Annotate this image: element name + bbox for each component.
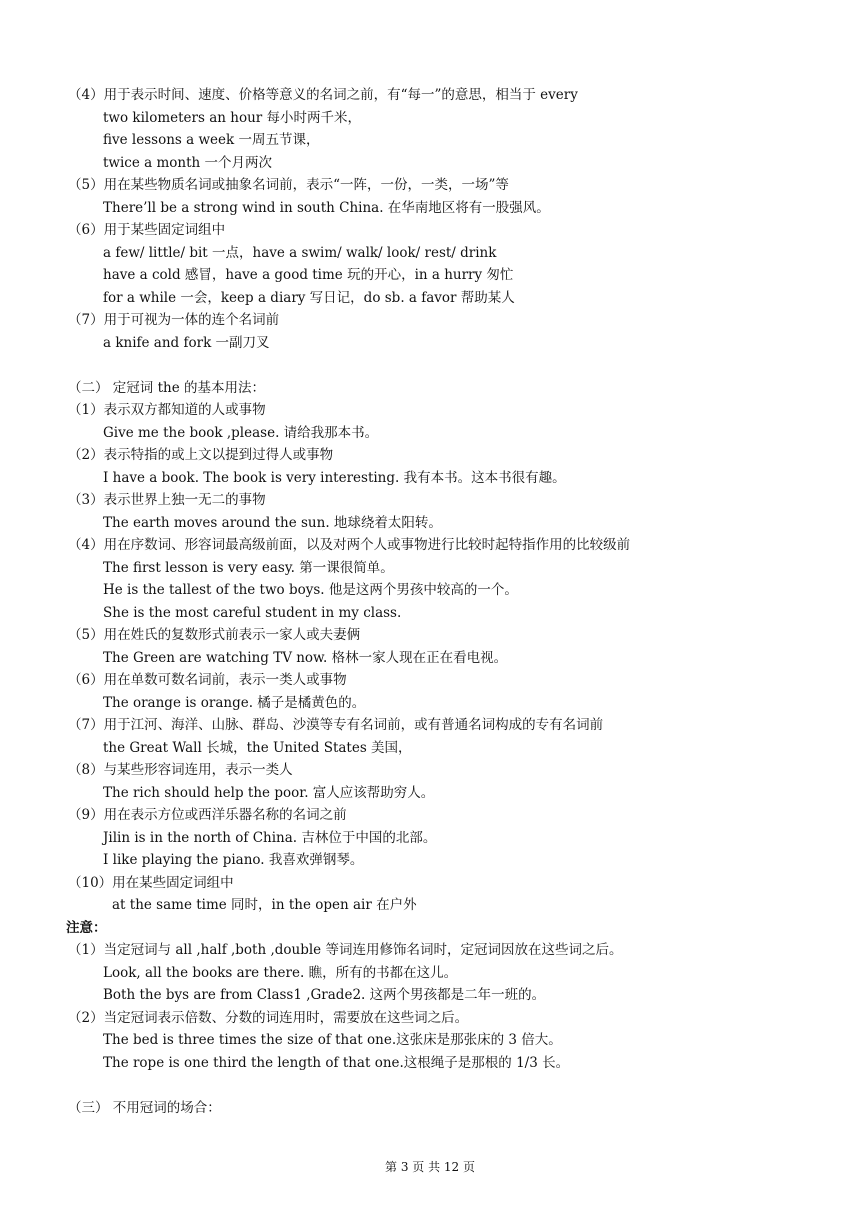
example-line: for a while 一会，keep a diary 写日记，do sb. a favor 帮助某人 [103, 289, 515, 306]
example-line: I have a book. The book is very interesting. 我有本书。这本书很有趣。 [103, 469, 566, 486]
example-line: There’ll be a strong wind in south China. 在华南地区将有一股强风。 [103, 199, 550, 216]
example-line: The orange is orange. 橘子是橘黄色的。 [103, 694, 366, 711]
example-line: a knife and fork 一副刀叉 [103, 334, 270, 351]
example-line: five lessons a week 一周五节课， [103, 132, 320, 148]
section-title: （二） 定冠词 the 的基本用法： [68, 379, 265, 396]
example-line: Jilin is in the north of China. 吉林位于中国的北部。 [103, 829, 437, 846]
rule-heading: （5）用在姓氏的复数形式前表示一家人或夫妻俩 [68, 627, 361, 643]
rule-heading: （4）用于表示时间、速度、价格等意义的名词之前，有“每一”的意思，相当于 every [68, 87, 578, 103]
example-line: He is the tallest of the two boys. 他是这两个男孩中较高的一个。 [103, 582, 518, 598]
example-line: Both the bys are from Class1 ,Grade2. 这两个男孩都是二年一班的。 [103, 987, 546, 1003]
example-line: at the same time 同时，in the open air 在户外 [112, 897, 417, 913]
example-line: Look, all the books are there. 瞧，所有的书都在这儿。 [103, 964, 458, 981]
rule-heading: （4）用在序数词、形容词最高级前面，以及对两个人或事物进行比较时起特指作用的比较级前 [68, 537, 631, 553]
example-line: The earth moves around the sun. 地球绕着太阳转。 [103, 514, 442, 531]
page-footer: 第 3 页 共 12 页 [385, 1160, 475, 1174]
example-line: The rope is one third the length of that one.这根绳子是那根的 1/3 长。 [103, 1054, 570, 1071]
rule-heading: （1）表示双方都知道的人或事物 [68, 402, 266, 418]
example-line: two kilometers an hour 每小时两千米， [103, 109, 362, 126]
rule-heading: （9）用在表示方位或西洋乐器名称的名词之前 [68, 807, 347, 823]
example-line: The bed is three times the size of that one.这张床是那张床的 3 倍大。 [103, 1032, 562, 1048]
rule-heading: （7）用于可视为一体的连个名词前 [68, 312, 280, 328]
spacer [66, 354, 826, 377]
page-content [66, 84, 826, 1119]
example-line: She is the most careful student in my class. [103, 604, 402, 621]
rule-heading: （10）用在某些固定词组中 [68, 874, 234, 891]
rule-heading: （8）与某些形容词连用，表示一类人 [68, 762, 293, 778]
example-line: The first lesson is very easy. 第一课很简单。 [103, 559, 394, 576]
example-line: the Great Wall 长城，the United States 美国， [103, 739, 412, 756]
spacer [66, 1074, 826, 1097]
rule-heading: （6）用于某些固定词组中 [68, 222, 226, 238]
rule-heading: （6）用在单数可数名词前，表示一类人或事物 [68, 672, 347, 688]
example-line: twice a month 一个月两次 [103, 154, 273, 171]
example-line: have a cold 感冒，have a good time 玩的开心，in a hurry 匆忙 [103, 267, 514, 283]
example-line: I like playing the piano. 我喜欢弹钢琴。 [103, 852, 364, 868]
rule-heading: （7）用于江河、海洋、山脉、群岛、沙漠等专有名词前，或有普通名词构成的专有名词前 [68, 717, 604, 733]
note-label: 注意： [66, 919, 107, 936]
note-heading: （2）当定冠词表示倍数、分数的词连用时，需要放在这些词之后。 [68, 1009, 469, 1026]
example-line: The Green are watching TV now. 格林一家人现在正在看电视。 [103, 649, 508, 666]
rule-heading: （5）用在某些物质名词或抽象名词前，表示“一阵，一份，一类，一场”等 [68, 177, 509, 193]
example-line: a few/ little/ bit 一点，have a swim/ walk/ look/ rest/ drink [103, 244, 497, 261]
example-line: Give me the book ,please. 请给我那本书。 [103, 424, 379, 441]
note-heading: （1）当定冠词与 all ,half ,both ,double 等词连用修饰名词时，定冠词因放在这些词之后。 [68, 942, 623, 958]
section-title: （三） 不用冠词的场合： [68, 1099, 221, 1116]
example-line: The rich should help the poor. 富人应该帮助穷人。 [103, 784, 435, 801]
rule-heading: （2）表示特指的或上文以提到过得人或事物 [68, 447, 334, 463]
rule-heading: （3）表示世界上独一无二的事物 [68, 492, 266, 508]
